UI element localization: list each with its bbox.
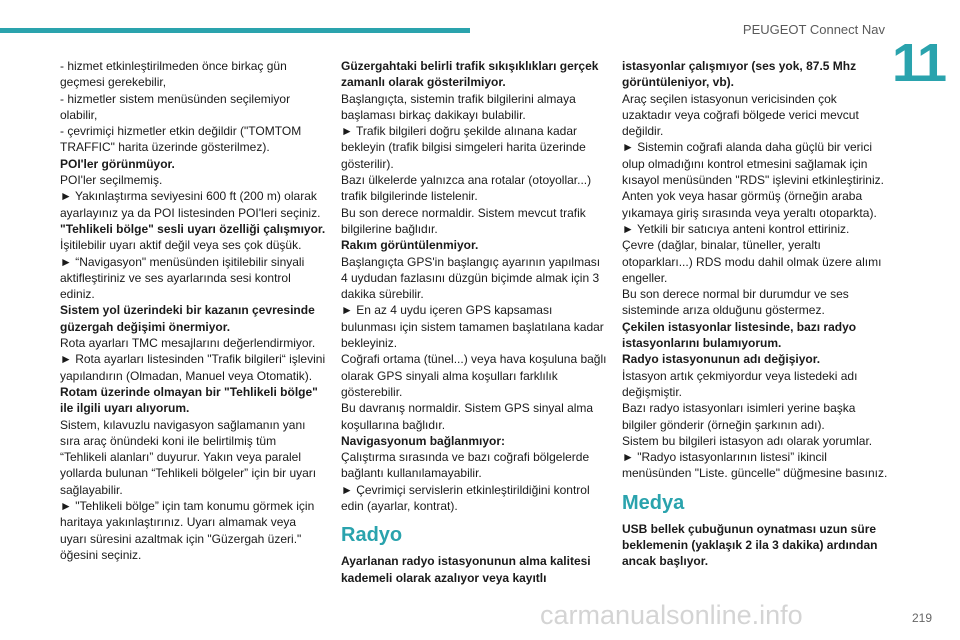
- bold-heading: Ayarlanan radyo istasyonunun alma kalitesi kademeli olarak azalıyor veya kayıtlı: [341, 554, 591, 585]
- paragraph: - çevrimiçi hizmetler etkin değildir ("TOMTOM TRAFFIC" harita üzerinde gösterilmez).: [60, 124, 302, 155]
- paragraph: Anten yok veya hasar görmüş (örneğin araba yıkamaya giriş sırasında veya yeraltı otoparkta).: [622, 189, 877, 220]
- paragraph: Bu davranış normaldir. Sistem GPS sinyal alma koşullarına bağlıdır.: [341, 401, 594, 432]
- paragraph: ► "Tehlikeli bölge” için tam konumu görmek için haritaya yakınlaştırınız. Uyarı almamak veya uyarı süresini azaltmak için "Güzergah üzeri." öğesini seçiniz.: [60, 499, 315, 562]
- page-number: 219: [911, 611, 932, 625]
- bold-heading: Navigasyonum bağlanmıyor:: [341, 433, 506, 448]
- paragraph: Sistem bu bilgileri istasyon adı olarak yorumlar.: [622, 433, 873, 448]
- text-column-3: [622, 58, 888, 570]
- paragraph: Sistem, kılavuzlu navigasyon sağlamanın yanı sıra araç önündeki koni ile belirtilmiş tüm “Tehlikeli alanları” duyurur. Yakın veya paralel yollarda bulunan “Tehlikeli bölgeler” için bir uyarı sağlayabilir.: [60, 417, 317, 497]
- section-heading: Radyo: [341, 524, 403, 547]
- paragraph: Araç seçilen istasyonun vericisinden çok uzaktadır veya coğrafi bölgede verici mevcut değildir.: [622, 91, 859, 139]
- paragraph: Bazı radyo istasyonları isimleri yerine başka bilgiler gönderir (örneğin şarkının adı).: [622, 401, 856, 432]
- paragraph: Bu son derece normal bir durumdur ve ses sisteminde arıza olduğunu göstermez.: [622, 287, 849, 318]
- paragraph: ► Yakınlaştırma seviyesini 600 ft (200 m) olarak ayarlayınız ya da POI listesinden POI'leri seçiniz.: [60, 189, 321, 220]
- bold-heading: Rotam üzerinde olmayan bir "Tehlikeli bölge" ile ilgili uyarı alıyorum.: [60, 384, 318, 416]
- bold-heading: POI'ler görünmüyor.: [60, 156, 175, 171]
- header-accent-bar: [0, 28, 470, 33]
- text-column-2: [341, 58, 607, 586]
- paragraph: Coğrafi ortama (tünel...) veya hava koşuluna bağlı olarak GPS sinyali alma koşulları farklılık gösterebilir.: [341, 352, 607, 399]
- paragraph: ► “Navigasyon" menüsünden işitilebilir sinyali aktifleştiriniz ve ses ayarlarında sesi kontrol ediniz.: [60, 254, 305, 302]
- paragraph: ► Çevrimiçi servislerin etkinleştirildiğini kontrol edin (ayarlar, kontrat).: [341, 482, 590, 514]
- bold-heading: USB bellek çubuğunun oynatması uzun süre beklemenin (yaklaşık 2 ila 3 dakika) ardından ancak başlıyor.: [622, 521, 878, 569]
- chapter-number: 11: [892, 33, 946, 93]
- paragraph: ► Trafik bilgileri doğru şekilde alınana kadar bekleyin (trafik bilgisi simgeleri harita üzerinde gösterilir).: [341, 124, 586, 171]
- paragraph: İşitilebilir uyarı aktif değil veya ses çok düşük.: [60, 238, 302, 253]
- watermark: carmanualsonline.info: [540, 600, 803, 630]
- paragraph: ► Sistemin coğrafi alanda daha güçlü bir verici olup olmadığını kontrol etmesini sağlamak için kısayol menüsünden "RDS" işlevini etkinleştiriniz.: [622, 140, 884, 188]
- paragraph: Başlangıçta GPS'in başlangıç ayarının yapılması 4 uydudan fazlasını düzgün biçimde almak için 3 dakika sürebilir.: [341, 254, 601, 302]
- paragraph: ► Rota ayarları listesinden "Trafik bilgileri“ işlevini yapılandırın (Olmadan, Manuel veya Otomatik).: [60, 352, 326, 383]
- paragraph: - hizmetler sistem menüsünden seçilemiyor olabilir,: [60, 91, 291, 122]
- paragraph: Çevre (dağlar, binalar, tüneller, yeraltı otoparkları...) RDS modu dahil olmak üzere alımı engeller.: [622, 238, 882, 285]
- bold-heading: Güzergahtaki belirli trafik sıkışıklıkları gerçek zamanlı olarak gösterilmiyor.: [341, 59, 599, 90]
- paragraph: ► Yetkili bir satıcıya anteni kontrol ettiriniz.: [622, 221, 850, 236]
- bold-heading: Rakım görüntülenmiyor.: [341, 238, 479, 253]
- paragraph: Bazı ülkelerde yalnızca ana rotalar (otoyollar...) trafik bilgilerinde listelenir.: [341, 173, 592, 204]
- bold-heading: "Tehlikeli bölge" sesli uyarı özelliği çalışmıyor.: [60, 221, 326, 236]
- paragraph: Başlangıçta, sistemin trafik bilgilerini almaya başlaması birkaç dakikayı bulabilir.: [341, 91, 576, 122]
- bold-heading: Radyo istasyonunun adı değişiyor.: [622, 352, 821, 367]
- bold-heading: Çekilen istasyonlar listesinde, bazı radyo istasyonlarını bulamıyorum.: [622, 319, 857, 351]
- text-column-1: [60, 58, 326, 563]
- paragraph: Rota ayarları TMC mesajlarını değerlendirmiyor.: [60, 336, 316, 351]
- header-title: PEUGEOT Connect Nav: [742, 22, 885, 37]
- paragraph: ► "Radyo istasyonlarının listesi” ikincil menüsünden "Liste. güncelle" düğmesine basınız.: [622, 450, 888, 481]
- paragraph: - hizmet etkinleştirilmeden önce birkaç gün geçmesi gerekebilir,: [60, 59, 287, 90]
- paragraph: Çalıştırma sırasında ve bazı coğrafi bölgelerde bağlantı kullanılamayabilir.: [341, 450, 590, 481]
- paragraph: ► En az 4 uydu içeren GPS kapsaması bulunması için sistem tamamen başlatılana kadar bekleyiniz.: [341, 303, 604, 351]
- bold-heading: istasyonlar çalışmıyor (ses yok, 87.5 Mhz görüntüleniyor, vb).: [622, 59, 857, 90]
- paragraph: POI'ler seçilmemiş.: [60, 173, 163, 188]
- paragraph: Bu son derece normaldir. Sistem mevcut trafik bilgilerine bağlıdır.: [341, 205, 586, 236]
- paragraph: İstasyon artık çekmiyordur veya listedeki adı değişmiştir.: [622, 368, 858, 399]
- bold-heading: Sistem yol üzerindeki bir kazanın çevresinde güzergah değişimi önermiyor.: [60, 303, 315, 334]
- section-heading: Medya: [622, 491, 685, 514]
